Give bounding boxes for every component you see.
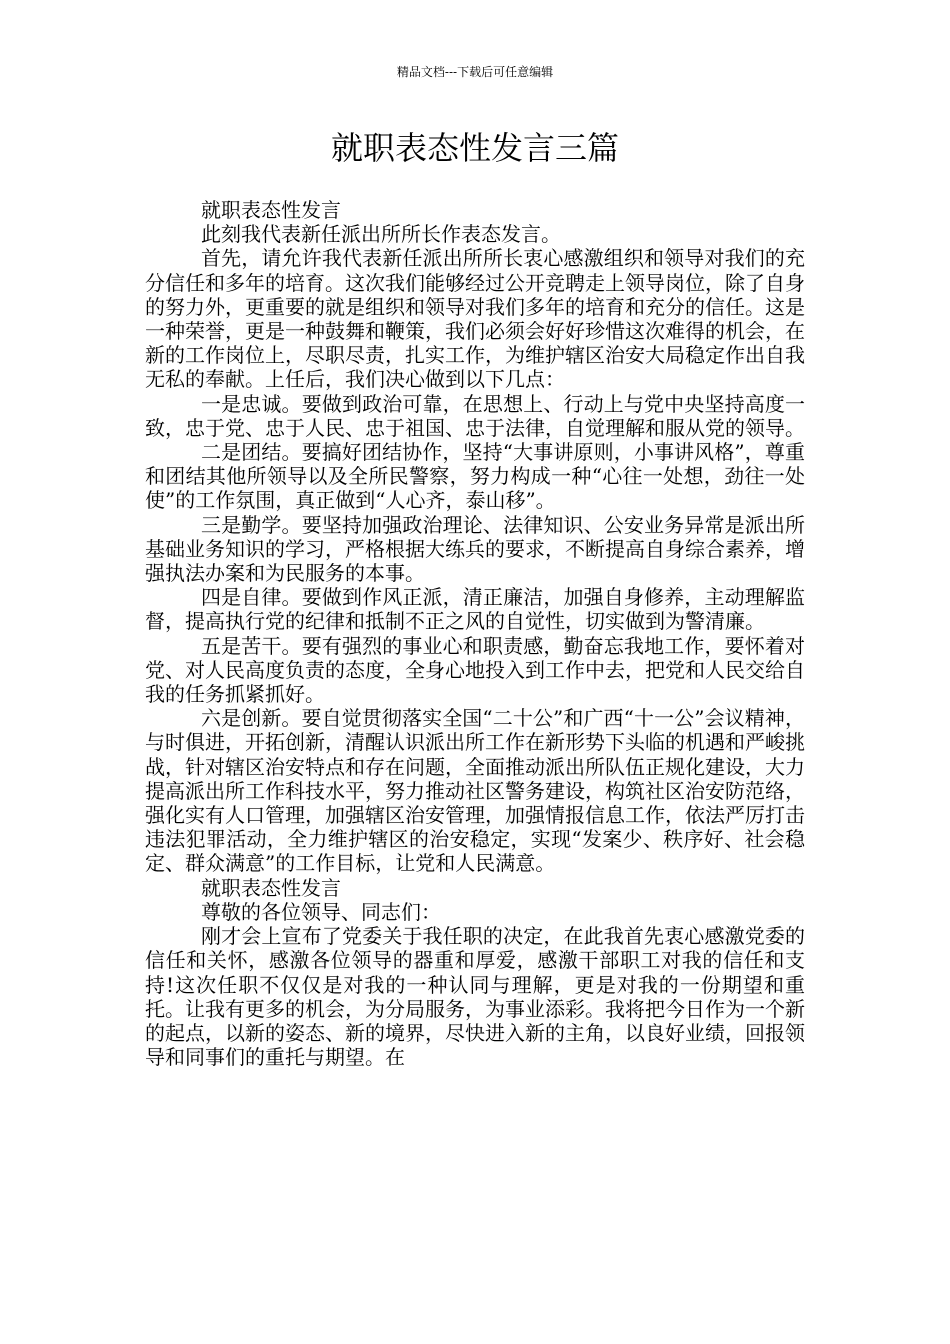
paragraph: 五是苦干。要有强烈的事业心和职责感，勤奋忘我地工作，要怀着对党、对人民高度负责的态度，全身心地投入到工作中去，把党和人民交给自我的任务抓紧抓好。 [145, 633, 805, 707]
paragraph: 四是自律。要做到作风正派，清正廉洁，加强自身修养，主动理解监督，提高执行党的纪律和抵制不正之风的自觉性，切实做到为警清廉。 [145, 585, 805, 634]
page-header: 精品文档---下载后可任意编辑 [396, 65, 554, 79]
paragraph: 就职表态性发言 [201, 875, 341, 900]
paragraph: 首先，请允许我代表新任派出所所长衷心感激组织和领导对我们的充分信任和多年的培育。这次我们能够经过公开竞聘走上领导岗位，除了自身的努力外，更重要的就是组织和领导对我们多年的培育和充分的信任。这是一种荣誉，更是一种鼓舞和鞭策，我们必须会好好珍惜这次难得的机会，在新的工作岗位上，尽职尽责，扎实工作，为维护辖区治安大局稳定作出自我无私的奉献。上任后，我们决心做到以下几点： [145, 246, 805, 392]
document-title: 就职表态性发言三篇 [330, 129, 619, 167]
paragraph: 就职表态性发言 [201, 198, 341, 222]
paragraph: 二是团结。要搞好团结协作，坚持“大事讲原则，小事讲风格”，尊重和团结其他所领导以及全所民警察，努力构成一种“心往一处想，劲往一处使”的工作氛围，真正做到“人心齐，泰山移”。 [145, 440, 805, 513]
paragraph: 刚才会上宣布了党委关于我任职的决定，在此我首先衷心感激党委的信任和关怀，感激各位领导的器重和厚爱，感激干部职工对我的信任和支持!这次任职不仅仅是对我的一种认同与理解，更是对我的一份期望和重托。让我有更多的机会，为分局服务，为事业添彩。我将把今日作为一个新的起点，以新的姿态、新的境界，尽快进入新的主角，以良好业绩，回报领导和同事们的重托与期望。在 [145, 924, 805, 1070]
paragraph: 此刻我代表新任派出所所长作表态发言。 [201, 222, 561, 247]
paragraph: 三是勤学。要坚持加强政治理论、法律知识、公安业务异常是派出所基础业务知识的学习，严格根据大练兵的要求，不断提高自身综合素养，增强执法办案和为民服务的本事。 [145, 512, 805, 586]
paragraph: 六是创新。要自觉贯彻落实全国“二十公”和广西“十一公”会议精神，与时俱进，开拓创新，清醒认识派出所工作在新形势下头临的机遇和严峻挑战，针对辖区治安特点和存在问题，全面推动派出所队伍正规化建设，大力提高派出所工作科技水平，努力推动社区警务建设，构筑社区治安防范络，强化实有人口管理，加强辖区治安管理，加强情报信息工作，依法严厉打击违法犯罪活动，全力维护辖区的治安稳定，实现“发案少、秩序好、社会稳定、群众满意”的工作目标，让党和人民满意。 [145, 706, 805, 876]
document-body [145, 198, 805, 1069]
paragraph: 一是忠诚。要做到政治可靠，在思想上、行动上与党中央坚持高度一致，忠于党、忠于人民、忠于祖国、忠于法律，自觉理解和服从党的领导。 [145, 391, 805, 440]
paragraph: 尊敬的各位领导、同志们： [201, 899, 441, 924]
